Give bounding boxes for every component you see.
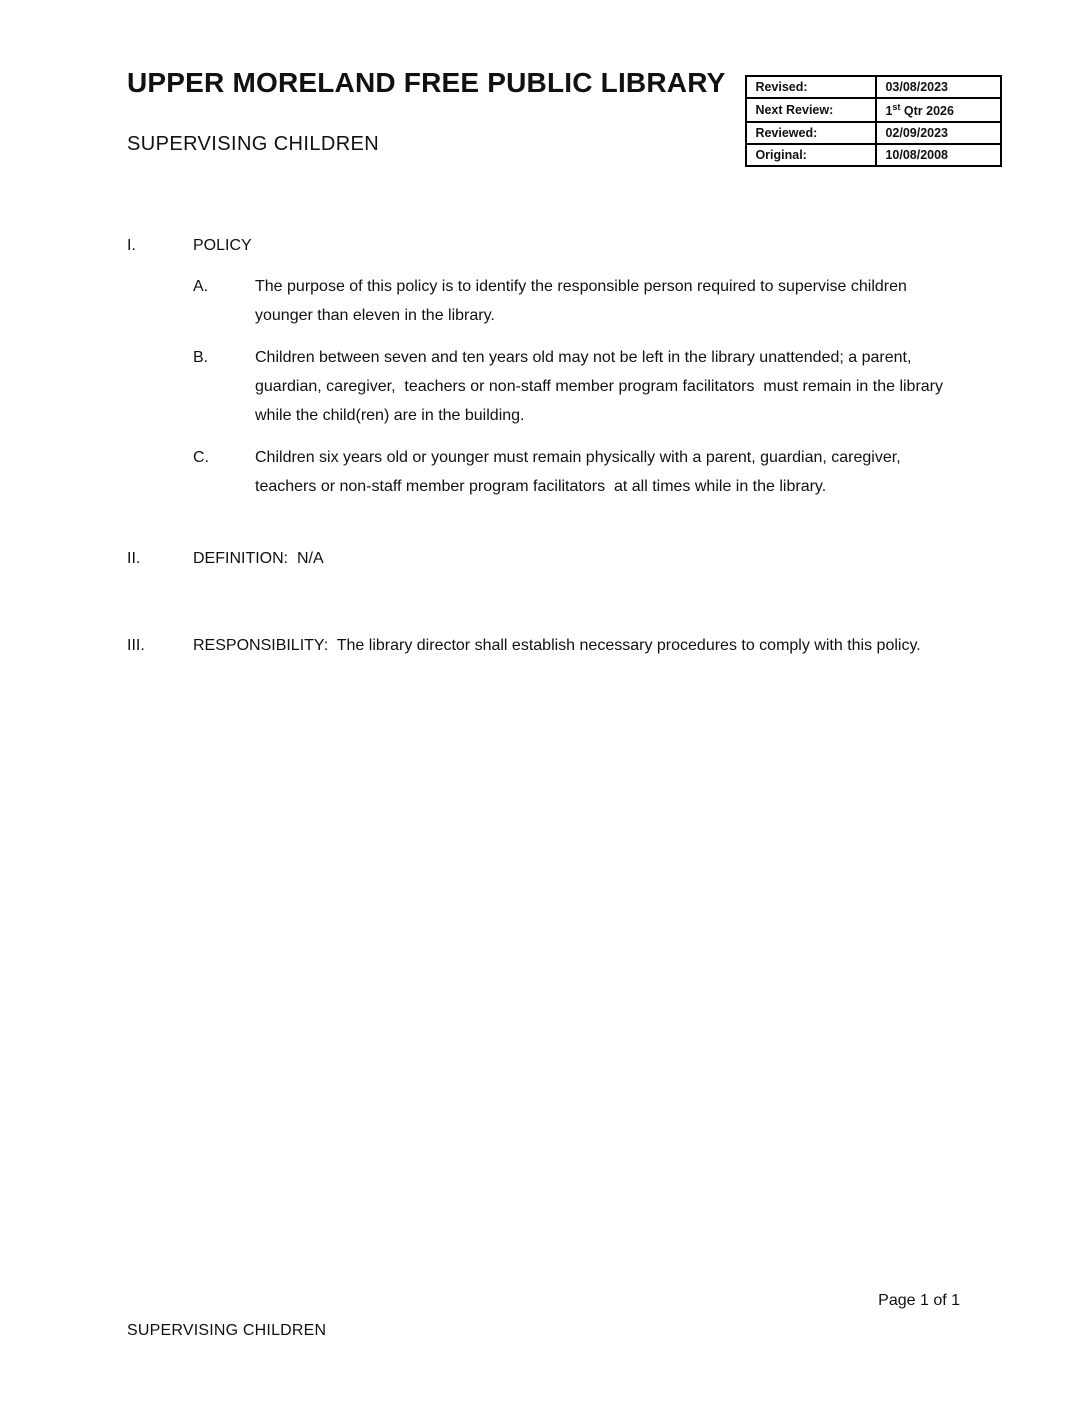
next-review-value-rest: Qtr 2026 [900, 104, 954, 119]
reviewed-value: 02/09/2023 [876, 122, 1001, 144]
revised-label: Revised: [746, 76, 876, 98]
revised-value: 03/08/2023 [876, 76, 1001, 98]
item-text: Children six years old or younger must remain physically with a parent, guardian, caregiver, teachers or non-staff member program facilitators at all times while in the library. [255, 449, 906, 496]
document-body [127, 231, 960, 660]
policy-item-b [193, 343, 960, 430]
section-numeral: II. [127, 550, 141, 568]
section-definition [127, 544, 960, 573]
section-heading-text: DEFINITION: N/A [193, 550, 324, 568]
revision-history-table [745, 75, 1002, 167]
policy-item-c [193, 443, 960, 501]
section-definition-heading [127, 544, 960, 573]
next-review-value-number: 1 [885, 104, 893, 119]
original-label: Original: [746, 144, 876, 166]
item-letter: A. [193, 278, 209, 296]
next-review-value [876, 98, 1001, 122]
section-policy [127, 231, 960, 501]
section-heading-text: RESPONSIBILITY: The library director shall establish necessary procedures to comply with this policy. [193, 637, 921, 655]
page-number: Page 1 of 1 [878, 1292, 960, 1309]
next-review-label: Next Review: [746, 98, 876, 122]
original-value: 10/08/2008 [876, 144, 1001, 166]
document-header [0, 0, 1088, 167]
document-title: UPPER MORELAND FREE PUBLIC LIBRARY [127, 67, 726, 98]
section-heading-text: POLICY [193, 237, 252, 255]
policy-item-a [193, 272, 960, 330]
section-responsibility [127, 631, 960, 660]
footer-document-name: SUPERVISING CHILDREN [127, 1322, 327, 1339]
section-numeral: III. [127, 637, 145, 655]
policy-items [127, 272, 960, 501]
section-numeral: I. [127, 237, 136, 255]
item-text: The purpose of this policy is to identify the responsible person required to supervise children younger than eleven in the library. [255, 278, 912, 325]
item-letter: B. [193, 349, 209, 367]
table-row-original [746, 144, 1001, 166]
item-text: Children between seven and ten years old may not be left in the library unattended; a parent, guardian, caregiver, teachers or non-staff member program facilitators must remain in the library while the child(ren) are in the building. [255, 349, 948, 425]
table-row-next-review [746, 98, 1001, 122]
table-row-revised [746, 76, 1001, 98]
section-responsibility-heading [127, 631, 960, 660]
table-row-reviewed [746, 122, 1001, 144]
title-block [127, 68, 745, 156]
item-letter: C. [193, 449, 209, 467]
section-policy-heading [127, 231, 960, 260]
next-review-value-ordinal: st [892, 102, 901, 112]
reviewed-label: Reviewed: [746, 122, 876, 144]
document-subtitle: SUPERVISING CHILDREN [127, 132, 380, 155]
